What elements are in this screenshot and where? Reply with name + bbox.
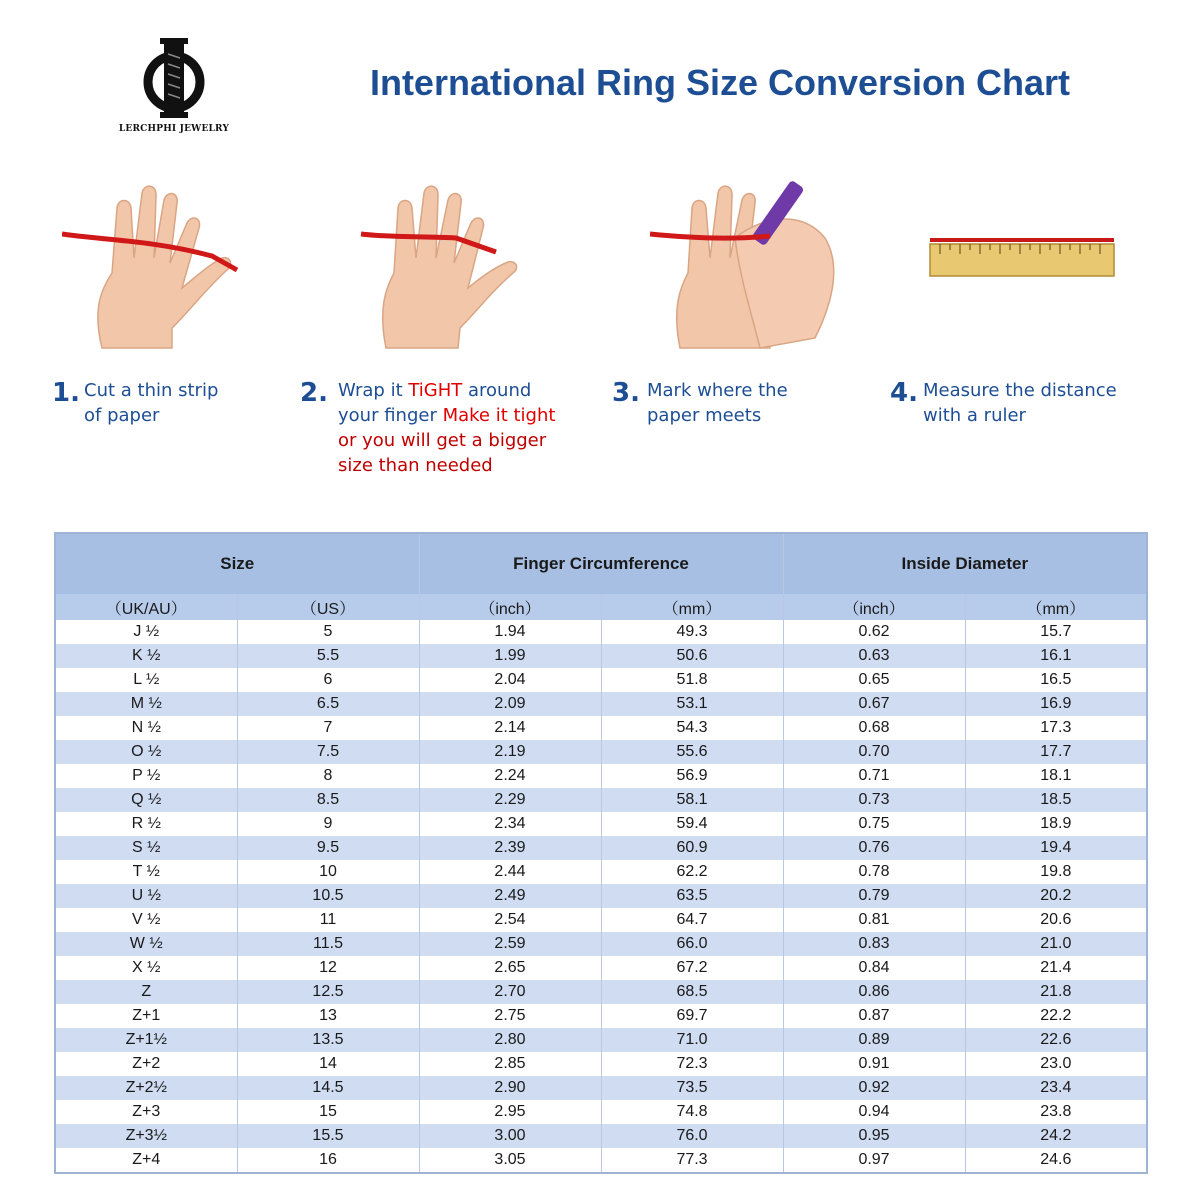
table-cell: 3.05	[419, 1148, 601, 1173]
table-cell: 7.5	[237, 740, 419, 764]
step-2-text: Wrap it TiGHT around your finger Make it tight or you will get a bigger size than needed	[338, 380, 556, 476]
table-cell: 24.2	[965, 1124, 1147, 1148]
table-row	[55, 1148, 1147, 1173]
table-cell: Z+3	[55, 1100, 237, 1124]
table-cell: 2.75	[419, 1004, 601, 1028]
table-cell: 0.63	[783, 644, 965, 668]
table-cell: V ½	[55, 908, 237, 932]
table-cell: 16.5	[965, 668, 1147, 692]
table-cell: 11	[237, 908, 419, 932]
table-cell: T ½	[55, 860, 237, 884]
table-cell: 12.5	[237, 980, 419, 1004]
table-cell: 50.6	[601, 644, 783, 668]
table-cell: S ½	[55, 836, 237, 860]
table-cell: 2.59	[419, 932, 601, 956]
table-cell: Z+1	[55, 1004, 237, 1028]
table-row	[55, 788, 1147, 812]
table-cell: 2.44	[419, 860, 601, 884]
table-cell: 8	[237, 764, 419, 788]
step-3-number: 3.	[612, 378, 640, 408]
table-cell: Z+4	[55, 1148, 237, 1173]
table-cell: 0.94	[783, 1100, 965, 1124]
table-cell: 2.54	[419, 908, 601, 932]
table-row	[55, 1100, 1147, 1124]
table-body	[55, 620, 1147, 1173]
table-cell: 10.5	[237, 884, 419, 908]
table-cell: 16	[237, 1148, 419, 1173]
header-inside-diameter: Inside Diameter	[783, 533, 1147, 594]
step-1-number: 1.	[52, 378, 80, 408]
table-cell: 0.75	[783, 812, 965, 836]
table-cell: 0.78	[783, 860, 965, 884]
table-cell: 2.39	[419, 836, 601, 860]
brand-name: LERCHPHI JEWELRY	[118, 124, 230, 134]
table-cell: 0.62	[783, 620, 965, 644]
table-row	[55, 932, 1147, 956]
table-row	[55, 1028, 1147, 1052]
step-1-text: Cut a thin strip of paper	[84, 380, 219, 426]
unit-dia-inch: （inch）	[783, 594, 965, 620]
table-cell: 20.6	[965, 908, 1147, 932]
table-cell: 73.5	[601, 1076, 783, 1100]
table-cell: 2.04	[419, 668, 601, 692]
table-cell: 5	[237, 620, 419, 644]
table-cell: 2.09	[419, 692, 601, 716]
brand-logo	[112, 36, 236, 140]
table-cell: 2.14	[419, 716, 601, 740]
table-cell: N ½	[55, 716, 237, 740]
table-cell: 0.76	[783, 836, 965, 860]
table-cell: 6	[237, 668, 419, 692]
table-cell: 2.49	[419, 884, 601, 908]
table-cell: 58.1	[601, 788, 783, 812]
table-cell: Z+2½	[55, 1076, 237, 1100]
table-cell: 0.81	[783, 908, 965, 932]
table-cell: 0.95	[783, 1124, 965, 1148]
table-cell: 2.65	[419, 956, 601, 980]
table-cell: 7	[237, 716, 419, 740]
table-cell: 60.9	[601, 836, 783, 860]
table-cell: 0.67	[783, 692, 965, 716]
ring-size-table	[54, 532, 1148, 1174]
table-cell: 23.8	[965, 1100, 1147, 1124]
table-cell: 14	[237, 1052, 419, 1076]
header-finger-circumference: Finger Circumference	[419, 533, 783, 594]
table-cell: 16.9	[965, 692, 1147, 716]
table-row	[55, 1052, 1147, 1076]
table-cell: 21.8	[965, 980, 1147, 1004]
step-3-text: Mark where the paper meets	[647, 380, 788, 426]
table-cell: 3.00	[419, 1124, 601, 1148]
table-cell: 0.71	[783, 764, 965, 788]
table-cell: 23.4	[965, 1076, 1147, 1100]
table-row	[55, 644, 1147, 668]
table-cell: 24.6	[965, 1148, 1147, 1173]
table-row	[55, 764, 1147, 788]
table-cell: 1.99	[419, 644, 601, 668]
phi-ring-logo-icon	[136, 36, 212, 120]
table-row	[55, 956, 1147, 980]
table-cell: 2.24	[419, 764, 601, 788]
unit-uk-au: （UK/AU）	[55, 594, 237, 620]
table-cell: J ½	[55, 620, 237, 644]
table-cell: 2.34	[419, 812, 601, 836]
table-row	[55, 740, 1147, 764]
table-cell: Z+1½	[55, 1028, 237, 1052]
table-cell: 53.1	[601, 692, 783, 716]
table-cell: R ½	[55, 812, 237, 836]
table-cell: 0.92	[783, 1076, 965, 1100]
table-cell: 0.89	[783, 1028, 965, 1052]
table-cell: 72.3	[601, 1052, 783, 1076]
table-row	[55, 860, 1147, 884]
hand-wrapped-finger-icon	[356, 178, 536, 358]
table-cell: 19.4	[965, 836, 1147, 860]
table-cell: 21.0	[965, 932, 1147, 956]
table-unit-header	[55, 594, 1147, 620]
table-cell: 18.9	[965, 812, 1147, 836]
table-cell: 1.94	[419, 620, 601, 644]
table-cell: 2.80	[419, 1028, 601, 1052]
table-row	[55, 908, 1147, 932]
table-cell: 14.5	[237, 1076, 419, 1100]
table-cell: 11.5	[237, 932, 419, 956]
table-cell: 0.84	[783, 956, 965, 980]
table-cell: P ½	[55, 764, 237, 788]
table-cell: 69.7	[601, 1004, 783, 1028]
table-row	[55, 884, 1147, 908]
table-cell: 62.2	[601, 860, 783, 884]
table-cell: Z+2	[55, 1052, 237, 1076]
table-cell: 76.0	[601, 1124, 783, 1148]
table-cell: M ½	[55, 692, 237, 716]
table-cell: 55.6	[601, 740, 783, 764]
table-cell: K ½	[55, 644, 237, 668]
table-cell: 17.7	[965, 740, 1147, 764]
table-cell: 0.79	[783, 884, 965, 908]
table-cell: 13	[237, 1004, 419, 1028]
table-cell: 2.70	[419, 980, 601, 1004]
table-cell: 0.86	[783, 980, 965, 1004]
table-cell: 59.4	[601, 812, 783, 836]
table-cell: 51.8	[601, 668, 783, 692]
table-cell: 16.1	[965, 644, 1147, 668]
table-row	[55, 716, 1147, 740]
step-4-text: Measure the distance with a ruler	[923, 380, 1117, 426]
table-row	[55, 692, 1147, 716]
table-cell: 15	[237, 1100, 419, 1124]
table-cell: 9.5	[237, 836, 419, 860]
header-size: Size	[55, 533, 419, 594]
table-cell: L ½	[55, 668, 237, 692]
table-row	[55, 980, 1147, 1004]
table-cell: 12	[237, 956, 419, 980]
table-row	[55, 1076, 1147, 1100]
table-cell: 15.5	[237, 1124, 419, 1148]
table-cell: 2.19	[419, 740, 601, 764]
table-cell: 19.8	[965, 860, 1147, 884]
unit-dia-mm: （mm）	[965, 594, 1147, 620]
table-cell: 10	[237, 860, 419, 884]
table-cell: 0.97	[783, 1148, 965, 1173]
table-row	[55, 812, 1147, 836]
table-cell: O ½	[55, 740, 237, 764]
table-cell: 77.3	[601, 1148, 783, 1173]
table-cell: 49.3	[601, 620, 783, 644]
table-cell: W ½	[55, 932, 237, 956]
table-cell: 21.4	[965, 956, 1147, 980]
table-cell: 22.2	[965, 1004, 1147, 1028]
step-4-number: 4.	[890, 378, 918, 408]
table-cell: 6.5	[237, 692, 419, 716]
table-group-header	[55, 533, 1147, 594]
table-cell: 20.2	[965, 884, 1147, 908]
table-cell: 71.0	[601, 1028, 783, 1052]
table-cell: 18.5	[965, 788, 1147, 812]
table-cell: 0.70	[783, 740, 965, 764]
hand-marking-pen-icon	[650, 178, 850, 358]
table-cell: 56.9	[601, 764, 783, 788]
table-cell: Z+3½	[55, 1124, 237, 1148]
table-cell: 0.65	[783, 668, 965, 692]
table-cell: X ½	[55, 956, 237, 980]
table-cell: 2.90	[419, 1076, 601, 1100]
table-cell: 13.5	[237, 1028, 419, 1052]
table-cell: 0.91	[783, 1052, 965, 1076]
table-cell: 22.6	[965, 1028, 1147, 1052]
table-cell: 17.3	[965, 716, 1147, 740]
table-row	[55, 668, 1147, 692]
table-cell: 0.83	[783, 932, 965, 956]
table-row	[55, 836, 1147, 860]
table-cell: 68.5	[601, 980, 783, 1004]
table-row	[55, 1004, 1147, 1028]
table-row	[55, 620, 1147, 644]
table-cell: 0.68	[783, 716, 965, 740]
page-title: International Ring Size Conversion Chart	[369, 62, 1071, 103]
unit-circ-mm: （mm）	[601, 594, 783, 620]
table-cell: 64.7	[601, 908, 783, 932]
table-cell: 2.95	[419, 1100, 601, 1124]
table-cell: 5.5	[237, 644, 419, 668]
table-cell: 0.73	[783, 788, 965, 812]
table-cell: 8.5	[237, 788, 419, 812]
table-cell: 0.87	[783, 1004, 965, 1028]
step-2-number: 2.	[300, 378, 328, 408]
table-cell: Z	[55, 980, 237, 1004]
table-cell: 54.3	[601, 716, 783, 740]
table-cell: 67.2	[601, 956, 783, 980]
table-cell: 18.1	[965, 764, 1147, 788]
table-cell: 9	[237, 812, 419, 836]
table-cell: 63.5	[601, 884, 783, 908]
table-cell: Q ½	[55, 788, 237, 812]
unit-us: （US）	[237, 594, 419, 620]
table-cell: 23.0	[965, 1052, 1147, 1076]
table-cell: 2.29	[419, 788, 601, 812]
table-row	[55, 1124, 1147, 1148]
table-cell: 74.8	[601, 1100, 783, 1124]
table-cell: 2.85	[419, 1052, 601, 1076]
hand-with-paper-strip-icon	[62, 178, 242, 358]
unit-circ-inch: （inch）	[419, 594, 601, 620]
table-cell: U ½	[55, 884, 237, 908]
table-cell: 15.7	[965, 620, 1147, 644]
ruler-with-strip-icon	[928, 232, 1118, 280]
table-cell: 66.0	[601, 932, 783, 956]
